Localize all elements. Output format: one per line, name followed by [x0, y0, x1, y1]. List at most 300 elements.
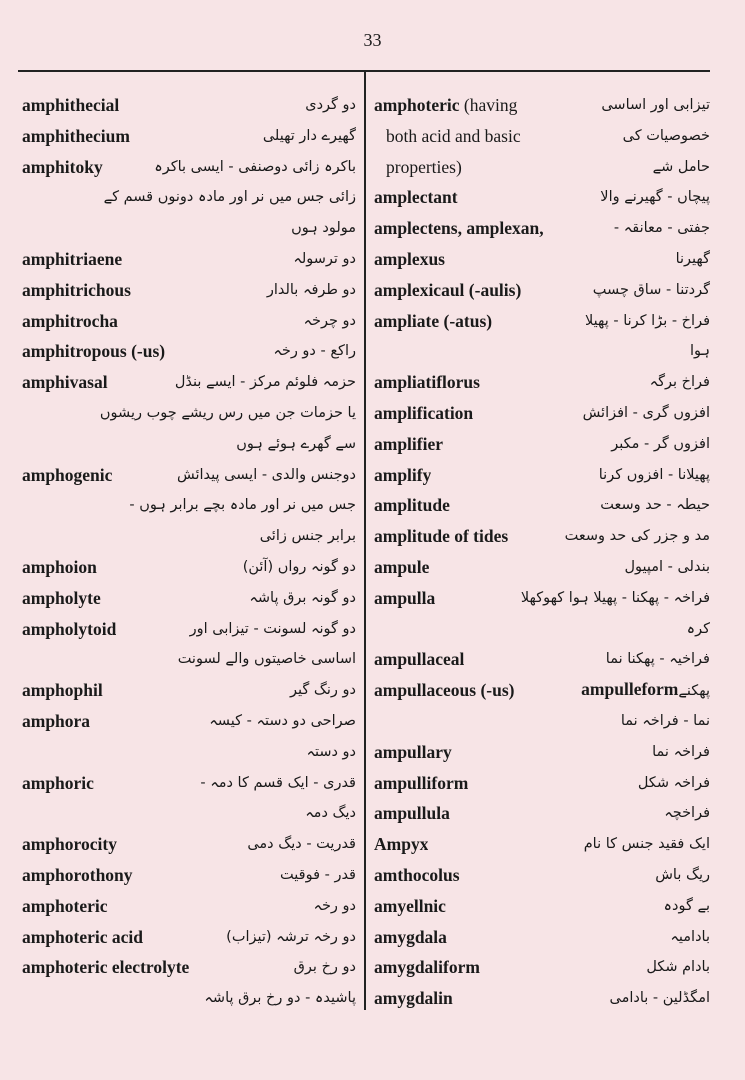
entry-term-text: ampule — [374, 556, 430, 577]
entry-translation-text: بے گودہ — [663, 897, 710, 914]
entry-translation-text: دو رنگ گیر — [290, 682, 356, 699]
entry-translation-text: دو گونہ لسونت - تیزابی اور — [189, 620, 356, 637]
entry-term — [374, 460, 431, 491]
entry-line — [22, 583, 356, 614]
entry-translation-text: فراخچہ — [664, 805, 710, 822]
entry-line — [22, 90, 356, 121]
entry-translation — [237, 552, 356, 583]
entry-line — [22, 706, 356, 737]
entry-line — [374, 860, 710, 891]
entry-translation — [267, 336, 356, 367]
dictionary-entry — [22, 952, 356, 1014]
dictionary-entry — [22, 552, 356, 583]
entry-line — [22, 860, 356, 891]
entry-translation-text: فراخہ شکل — [637, 774, 710, 791]
entry-translation-text: گھیرنا — [675, 250, 710, 267]
entry-inline-term: ampulleform — [581, 679, 679, 700]
entry-line — [374, 768, 710, 799]
entry-translation — [632, 768, 710, 799]
entry-term-text: amplify — [374, 464, 432, 485]
entry-continuation — [22, 490, 356, 521]
entry-term-text: amphogenic — [22, 464, 113, 485]
entry-term — [22, 460, 112, 491]
entry-term — [22, 891, 108, 922]
entry-translation-continuation: مولود ہوں — [291, 220, 356, 237]
entry-line — [374, 182, 710, 213]
dictionary-entry — [374, 275, 710, 306]
entry-term — [22, 829, 117, 860]
entry-term — [374, 922, 447, 953]
entry-translation-continuation: زائی جس میں نر اور مادہ دونوں قسم کے — [103, 189, 356, 206]
dictionary-entry — [374, 860, 710, 891]
entry-term-text: amygdalin — [374, 988, 453, 1009]
entry-term-text: amphoric — [22, 772, 94, 793]
entry-term-text: amphitropous (-us) — [22, 341, 166, 362]
entry-translation-text: دوجنس والدی - ایسی پیدائش — [176, 466, 356, 483]
entry-translation-text: فراخ - بڑا کرنا - پھیلا — [585, 312, 710, 329]
dictionary-entry — [22, 706, 356, 768]
entry-term-text: amphoteric — [374, 95, 460, 115]
entry-term-extra: (having — [459, 95, 518, 115]
entry-continuation — [22, 182, 356, 213]
entry-translation-continuation: برابر جنس زائی — [259, 528, 356, 545]
dictionary-entry — [22, 860, 356, 891]
entry-term-text: ampulla — [374, 587, 436, 608]
entry-line — [22, 829, 356, 860]
entry-continuation — [374, 614, 710, 645]
entry-translation — [284, 675, 356, 706]
entry-line — [22, 922, 356, 953]
entry-translation — [203, 706, 356, 737]
entry-translation-text: صراحی دو دستہ - کیسہ — [209, 712, 356, 729]
entry-translation-text: دو گردی — [305, 97, 356, 113]
entry-term — [22, 583, 101, 614]
entry-continuation — [374, 706, 710, 737]
entry-translation-continuation: کرہ — [686, 620, 710, 637]
entry-translation — [658, 798, 710, 829]
entry-line — [374, 90, 710, 121]
entry-term-text: ampliate (-atus) — [374, 310, 493, 331]
entry-line — [374, 829, 710, 860]
entry-translation-text: دو طرفہ بالدار — [266, 281, 356, 298]
dictionary-entry — [22, 306, 356, 337]
entry-translation-continuation: خصوصیات کی — [622, 127, 710, 144]
dictionary-entry — [22, 336, 356, 367]
entry-line — [22, 952, 356, 983]
dictionary-entry — [22, 768, 356, 830]
entry-term-text: amphitrocha — [22, 310, 118, 331]
entry-term-text: ampullaceal — [374, 649, 465, 670]
entry-translation — [148, 152, 356, 183]
entry-translation — [307, 891, 356, 922]
entry-translation-text: دو رخہ ترشہ (تیزاب) — [226, 928, 356, 945]
entry-continuation — [22, 644, 356, 675]
entry-continuation — [374, 336, 710, 367]
entry-line — [22, 675, 356, 706]
entry-translation — [600, 644, 710, 675]
entry-translation-text: دو گونہ رواں (آئن) — [242, 558, 356, 575]
entry-translation — [575, 675, 710, 706]
entry-term-text: amplitude — [374, 495, 450, 516]
entry-term — [374, 490, 450, 521]
entry-line — [22, 891, 356, 922]
entry-translation — [670, 244, 710, 275]
entry-translation-text: باکرہ زائی دوصنفی - ایسی باکرہ — [154, 158, 356, 175]
entry-term — [22, 552, 97, 583]
entry-translation — [579, 306, 710, 337]
entry-line — [374, 244, 710, 275]
entry-term — [374, 952, 480, 983]
entry-translation-text: گھیرے دار تھیلی — [262, 127, 356, 144]
entry-translation-text: فراخیہ - پھکنا نما — [605, 651, 710, 668]
entry-term-text: amplifier — [374, 433, 444, 454]
entry-term-text: ampullary — [374, 741, 452, 762]
entry-line — [22, 275, 356, 306]
entry-translation — [578, 829, 710, 860]
entry-translation — [220, 922, 356, 953]
entry-continuation — [374, 121, 710, 152]
entry-term — [374, 182, 458, 213]
entry-term-text: amthocolus — [374, 864, 460, 885]
entry-translation — [287, 244, 356, 275]
entry-continuation — [374, 152, 710, 183]
entry-term — [374, 860, 460, 891]
dictionary-entry — [374, 398, 710, 429]
entry-translation-continuation: دیگ دمہ — [305, 805, 356, 822]
entry-translation-text: دو رخ برق — [293, 959, 356, 976]
entry-continuation — [22, 429, 356, 460]
dictionary-entry — [22, 460, 356, 552]
entry-line — [22, 460, 356, 491]
entry-term — [374, 891, 446, 922]
entry-line — [22, 306, 356, 337]
entry-line — [22, 336, 356, 367]
entry-term — [374, 429, 443, 460]
dictionary-entry — [22, 675, 356, 706]
entry-line — [374, 490, 710, 521]
entry-term — [22, 306, 118, 337]
entry-translation-text: دو گونہ برق پاشہ — [249, 589, 356, 606]
entry-translation — [243, 583, 356, 614]
entry-term — [374, 768, 468, 799]
entry-line — [22, 121, 356, 152]
entry-translation-text: فراخ برگہ — [649, 374, 710, 391]
entry-term — [22, 244, 122, 275]
entry-translation-continuation: ہوا — [689, 343, 710, 360]
dictionary-entry — [374, 768, 710, 799]
entry-term-text: amphitoky — [22, 156, 103, 177]
entry-line — [22, 614, 356, 645]
entry-line — [22, 768, 356, 799]
dictionary-entry — [374, 952, 710, 983]
entry-continuation — [22, 521, 356, 552]
entry-term-text: amyellnic — [374, 895, 446, 916]
entry-translation-continuation: دو دستہ — [306, 743, 356, 760]
entry-translation — [594, 490, 710, 521]
dictionary-entry — [22, 152, 356, 244]
entry-term-text: amygdala — [374, 926, 447, 947]
entry-term — [374, 644, 464, 675]
entry-line — [374, 583, 710, 614]
page-number: 33 — [363, 30, 382, 50]
dictionary-entry — [374, 306, 710, 368]
entry-translation-continuation: نما - فراخہ نما — [620, 712, 710, 729]
entry-term — [374, 737, 452, 768]
entry-translation-text: افزوں گر - مکبر — [611, 435, 710, 452]
entry-line — [374, 213, 710, 244]
entry-translation-continuation: پاشیدہ - دو رخ برق پاشہ — [204, 990, 356, 1007]
entry-translation — [171, 460, 356, 491]
entry-term — [22, 336, 165, 367]
dictionary-entry — [374, 182, 710, 213]
entry-term — [374, 552, 429, 583]
column-divider — [364, 72, 366, 1010]
entry-term — [374, 367, 480, 398]
entry-translation — [640, 952, 710, 983]
entry-line — [22, 552, 356, 583]
dictionary-entry — [374, 244, 710, 275]
entry-term-text: amphoteric — [22, 895, 108, 916]
entry-translation — [644, 367, 710, 398]
dictionary-entry — [374, 429, 710, 460]
entry-line — [374, 460, 710, 491]
entry-translation-text: مد و جزر کی حد وسعت — [564, 528, 710, 545]
entry-translation — [169, 367, 356, 398]
entry-translation-text: فراخہ - پھکنا - پھیلا ہوا کھوکھلا — [520, 589, 710, 606]
entry-translation — [646, 737, 710, 768]
entry-term — [374, 306, 492, 337]
entry-continuation — [22, 398, 356, 429]
dictionary-entry — [374, 490, 710, 521]
entry-term-text: amphora — [22, 710, 91, 731]
dictionary-entry — [374, 891, 710, 922]
entry-term — [22, 614, 116, 645]
entry-line — [374, 983, 710, 1014]
entry-term — [22, 706, 90, 737]
dictionary-entry — [374, 90, 710, 182]
entry-translation-text: بندلی - امپیول — [624, 558, 710, 575]
dictionary-entry — [374, 675, 710, 737]
entry-term-text: amplectens, amplexan, — [374, 218, 544, 239]
entry-translation — [604, 983, 711, 1014]
dictionary-entry — [22, 244, 356, 275]
entry-translation — [593, 460, 710, 491]
entry-translation-continuation: اساسی خاصیتوں والے لسونت — [177, 651, 356, 668]
entry-term-text: amplitude of tides — [374, 526, 509, 547]
entry-translation — [194, 768, 356, 799]
entry-translation-text: افزوں گری - افزائش — [582, 404, 710, 421]
entry-line — [374, 644, 710, 675]
entry-term-text: amphivasal — [22, 372, 108, 393]
entry-term — [374, 798, 450, 829]
entry-translation-text: امگڈلین - بادامی — [609, 990, 710, 1007]
dictionary-entry — [374, 737, 710, 768]
entry-term — [22, 90, 119, 121]
entry-line — [374, 521, 710, 552]
dictionary-entry — [374, 583, 710, 645]
entry-translation-continuation: جس میں نر اور مادہ بچے برابر ہوں - — [129, 497, 356, 514]
dictionary-entry — [374, 552, 710, 583]
entry-translation-text: دو ترسولہ — [293, 250, 356, 267]
entry-translation — [605, 429, 710, 460]
entry-translation — [664, 922, 710, 953]
dictionary-entry — [22, 121, 356, 152]
dictionary-entry — [374, 798, 710, 829]
dictionary-entry — [374, 521, 710, 552]
entry-translation — [241, 829, 356, 860]
entry-term-text: amphorothony — [22, 864, 133, 885]
entry-translation-continuation: سے گھرے ہوئے ہوں — [236, 435, 356, 452]
dictionary-entry — [374, 922, 710, 953]
entry-translation-text: ریگ باش — [655, 866, 710, 883]
entry-term — [22, 367, 108, 398]
entry-line — [374, 275, 710, 306]
entry-translation-text: قدر - فوقیت — [280, 866, 356, 883]
entry-translation-text: ایک فقید جنس کا نام — [583, 836, 710, 853]
entry-translation — [184, 614, 356, 645]
entry-term — [374, 829, 428, 860]
entry-term-text: ampholyte — [22, 587, 101, 608]
entry-translation — [261, 275, 356, 306]
entry-translation-text: حیطہ - حد وسعت — [600, 497, 710, 514]
entry-term-text: ampullula — [374, 803, 450, 824]
entry-term — [374, 983, 453, 1014]
entry-term — [22, 675, 103, 706]
entry-translation — [618, 552, 710, 583]
entry-term-text: amphorocity — [22, 834, 117, 855]
dictionary-entry — [22, 891, 356, 922]
dictionary-entry — [374, 460, 710, 491]
entry-line — [374, 429, 710, 460]
dictionary-entry — [22, 922, 356, 953]
entry-translation-text: قدریت - دیگ دمی — [247, 836, 356, 853]
entry-term — [22, 768, 94, 799]
entry-translation-text: تیزابی اور اساسی — [601, 97, 710, 113]
entry-line — [374, 367, 710, 398]
entry-continuation — [22, 798, 356, 829]
entry-term-text: amphoion — [22, 556, 97, 577]
entry-translation-text: دو رخہ — [313, 897, 356, 914]
entry-translation-text: پھکنے — [678, 683, 710, 700]
entry-term — [374, 675, 515, 706]
entry-term-continuation: both acid and basic — [386, 125, 521, 146]
entry-line — [374, 306, 710, 337]
entry-term-text: ampholytoid — [22, 618, 117, 639]
right-column — [374, 90, 710, 1014]
dictionary-entry — [374, 367, 710, 398]
entry-translation-text: بادام شکل — [646, 959, 710, 976]
entry-translation — [288, 952, 356, 983]
entry-translation — [595, 90, 710, 121]
entry-term-text: amphitrichous — [22, 279, 131, 300]
entry-term-text: amygdaliform — [374, 957, 480, 978]
left-column — [22, 90, 356, 1014]
entry-translation — [587, 275, 710, 306]
entry-term — [374, 213, 544, 244]
entry-line — [374, 922, 710, 953]
entry-continuation — [22, 213, 356, 244]
entry-translation — [658, 891, 711, 922]
entry-translation-text: پیچاں - گھیرنے والا — [600, 189, 710, 206]
entry-translation-text: گردتنا - ساق چسپ — [592, 281, 710, 298]
entry-term-text: ampulliform — [374, 772, 469, 793]
entry-term-text: amplexus — [374, 248, 445, 269]
entry-continuation — [22, 983, 356, 1014]
entry-translation-text: فراخہ نما — [652, 743, 710, 760]
dictionary-entry — [22, 367, 356, 459]
entry-term-text: amphithecial — [22, 95, 120, 115]
entry-term-text: amplification — [374, 402, 474, 423]
entry-translation-text: بادامیہ — [670, 928, 710, 945]
entry-term — [374, 521, 508, 552]
entry-translation-text: حزمہ فلوئم مرکز - ایسے بنڈل — [174, 374, 356, 391]
entry-term-text: amphophil — [22, 680, 103, 701]
entry-translation — [594, 182, 710, 213]
dictionary-entry — [374, 644, 710, 675]
entry-term-text: amphithecium — [22, 125, 130, 146]
dictionary-entry — [22, 275, 356, 306]
entry-term-text: ampliatiflorus — [374, 372, 480, 393]
entry-translation-text: پھیلانا - افزوں کرنا — [598, 466, 710, 483]
entry-line — [22, 367, 356, 398]
entry-line — [22, 244, 356, 275]
entry-term — [22, 121, 130, 152]
entry-translation — [649, 860, 710, 891]
dictionary-entry — [374, 213, 710, 244]
entry-line — [374, 552, 710, 583]
entry-translation — [608, 213, 710, 244]
dictionary-entry — [22, 583, 356, 614]
entry-term-text: Ampyx — [374, 834, 429, 855]
entry-term — [374, 275, 521, 306]
entry-translation-continuation: حامل شے — [652, 158, 710, 175]
entry-translation — [298, 306, 357, 337]
entry-term-text: amplectant — [374, 187, 458, 208]
entry-translation-text: قدری - ایک قسم کا دمہ - — [200, 774, 356, 791]
entry-term-text: amphoteric electrolyte — [22, 957, 190, 978]
entry-translation — [299, 90, 356, 121]
entry-continuation — [22, 737, 356, 768]
entry-term-text: amphitriaene — [22, 248, 123, 269]
entry-line — [374, 737, 710, 768]
entry-term — [374, 583, 435, 614]
entry-term — [22, 952, 189, 983]
entry-term — [22, 922, 143, 953]
entry-translation-text: دو چرخہ — [303, 312, 356, 329]
entry-translation — [559, 521, 710, 552]
entry-term-text: amphoteric acid — [22, 926, 144, 947]
entry-line — [374, 891, 710, 922]
entry-term-text: amplexicaul (-aulis) — [374, 279, 522, 300]
entry-term — [22, 860, 133, 891]
entry-line — [374, 675, 710, 706]
entry-translation-text: جفتی - معانقہ - — [613, 220, 710, 237]
entry-term — [22, 275, 131, 306]
entry-term — [374, 90, 517, 121]
entry-line — [22, 152, 356, 183]
entry-term-text: ampullaceous (-us) — [374, 680, 515, 701]
entry-line — [374, 952, 710, 983]
dictionary-entry — [22, 90, 356, 121]
entry-translation — [515, 583, 710, 614]
entry-term — [374, 398, 473, 429]
entry-term-continuation: properties) — [386, 156, 462, 177]
dictionary-entry — [374, 983, 710, 1014]
entry-line — [374, 398, 710, 429]
entry-translation — [577, 398, 710, 429]
entry-term — [22, 152, 103, 183]
dictionary-entry — [374, 829, 710, 860]
